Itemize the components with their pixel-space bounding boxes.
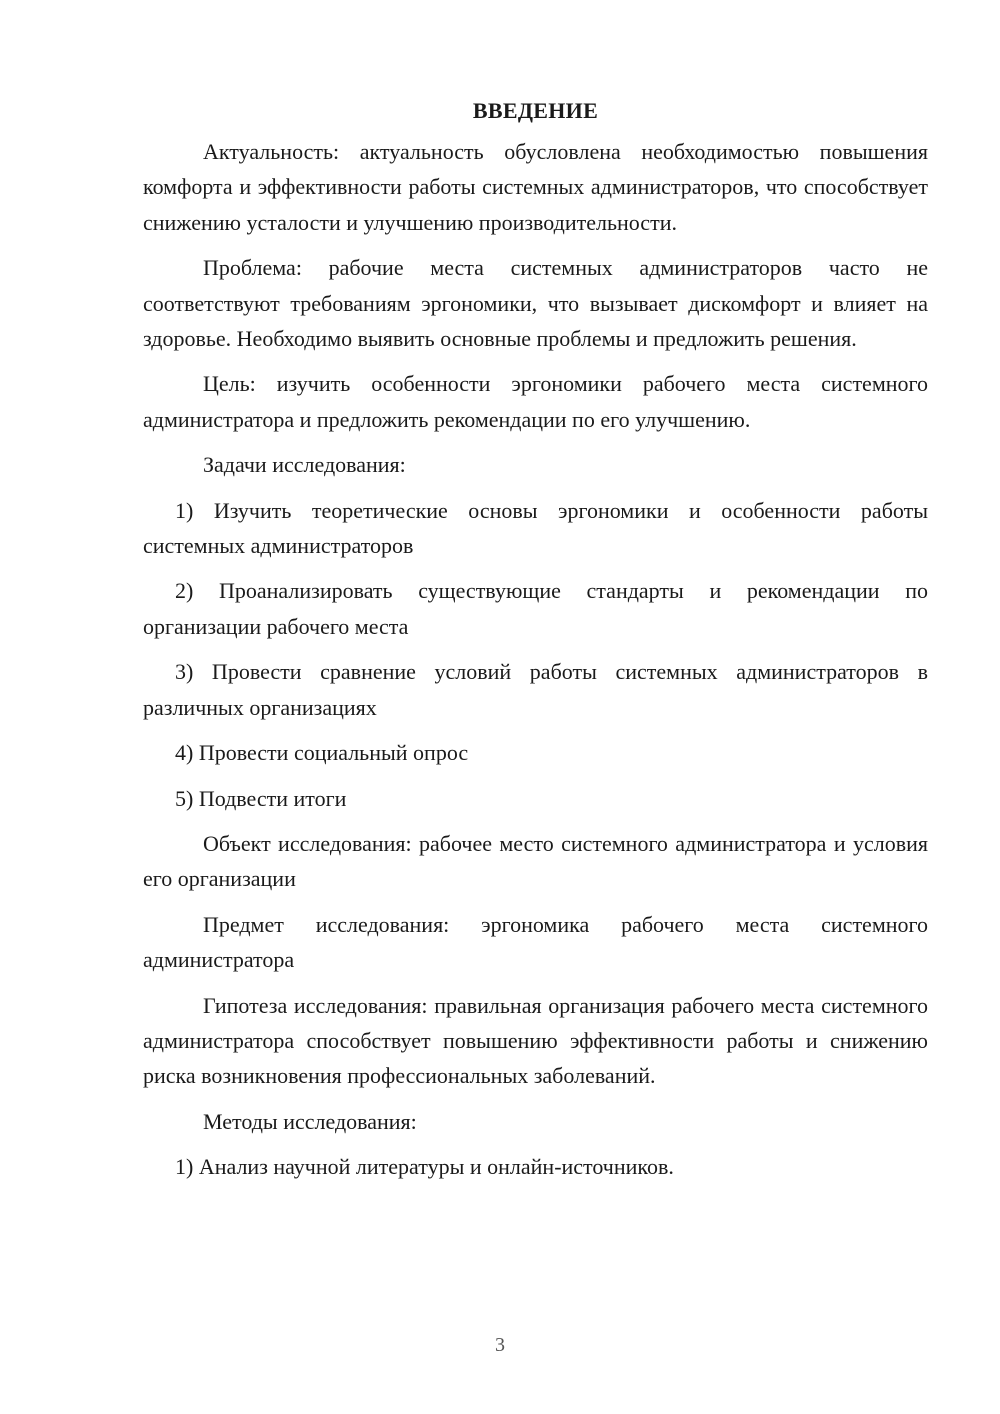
list-item: 1) Изучить теоретические основы эргономики и особенности работы системных администраторов: [143, 497, 928, 559]
section-heading: ВВЕДЕНИЕ: [472, 98, 599, 123]
page-number: 3: [495, 1334, 505, 1356]
paragraph-goal: Цель: изучить особенности эргономики рабочего места системного администратора и предложить рекомендации по его улучшению.: [143, 371, 928, 432]
paragraph-problem: Проблема: рабочие места системных администраторов часто не соответствуют требованиям эргономики, что вызывает дискомфорт и влияет на здоровье. Необходимо выявить основные проблемы и предложить решения.: [143, 255, 928, 352]
paragraph-methods-title: Методы исследования:: [203, 1108, 417, 1134]
paragraph-relevance: Актуальность: актуальность обусловлена необходимостью повышения комфорта и эффективности работы системных администраторов, что способствует снижению усталости и улучшению производительности.: [143, 139, 928, 235]
paragraph-object: Объект исследования: рабочее место системного администратора и условия его организации: [143, 830, 928, 892]
list-item: 3) Провести сравнение условий работы системных администраторов в различных организациях: [143, 659, 928, 720]
paragraph-tasks-title: Задачи исследования:: [203, 452, 406, 478]
list-item: 1) Анализ научной литературы и онлайн-источников.: [175, 1154, 674, 1180]
list-item: 4) Провести социальный опрос: [175, 740, 469, 766]
paragraph-hypothesis: Гипотеза исследования: правильная организация рабочего места системного администратора способствует повышению эффективности работы и снижению риска возникновения профессиональных заболеваний.: [143, 992, 928, 1089]
document-page: [143, 96, 928, 1195]
paragraph-subject: Предмет исследования: эргономика рабочего места системного администратора: [143, 911, 928, 973]
list-item: 2) Проанализировать существующие стандарты и рекомендации по организации рабочего места: [143, 578, 928, 639]
list-item: 5) Подвести итоги: [175, 785, 347, 811]
